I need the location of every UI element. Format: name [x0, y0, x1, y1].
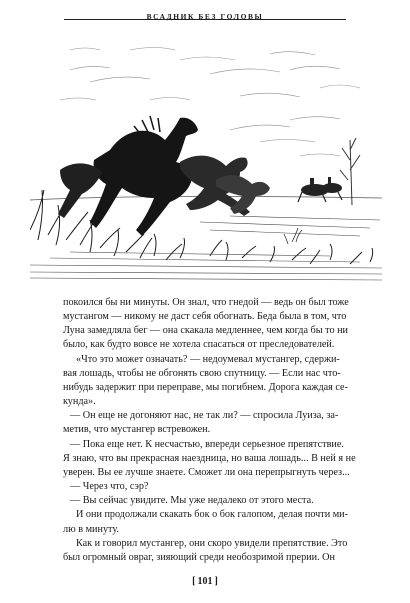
page-number: [190, 576, 220, 587]
text-line: Я знаю, что вы прекрасная наездница, но ваша лошадь... В ней я не: [63, 452, 356, 464]
text-line: было, как будто вовсе не хотела спасаться от преследователей.: [63, 339, 335, 351]
text-line: лю в минуту.: [63, 523, 119, 535]
running-header: [0, 6, 410, 24]
page-number-value: 101: [197, 576, 213, 587]
tree: [340, 138, 360, 205]
body-text: [63, 296, 387, 565]
text-line: — Вы сейчас увидите. Мы уже недалеко от этого места.: [70, 495, 314, 507]
text-line: уверен. Вы ее лучше знаете. Сможет ли она перепрыгнуть через...: [63, 466, 350, 478]
header-rule: [64, 19, 346, 20]
text-line: метив, что мустангер встревожен.: [63, 424, 211, 436]
running-title: ВСАДНИК БЕЗ ГОЛОВЫ: [146, 12, 264, 21]
text-line: кунда».: [63, 396, 96, 408]
bracket-right: ]: [214, 576, 218, 587]
text-line: вая лошадь, чтобы не обгонять свою спутницу. — Если нас что-: [63, 367, 341, 379]
text-line: — Пока еще нет. К несчастью, впереди серьезное препятствие.: [70, 438, 344, 450]
text-line: «Что это может означать? — недоумевал мустангер, сдержи-: [76, 353, 340, 365]
text-line: нибудь задержит при переправе, мы погибнем. Дорога каждая се-: [63, 381, 348, 393]
illustration-horses: [30, 30, 382, 288]
horse-group: [58, 116, 270, 236]
text-line: Как и говорил мустангер, они скоро увидели препятствие. Это: [76, 537, 348, 549]
text-line: мустангом — никому не даст себя обогнать. Беда была в том, что: [63, 311, 347, 323]
text-line: — Он еще не догоняют нас, не так ли? — спросила Луиза, за-: [70, 410, 339, 422]
distant-riders: [298, 177, 342, 202]
text-line: покоился бы ни минуты. Он знал, что гнедой — ведь он был тоже: [63, 297, 349, 308]
text-line: И они продолжали скакать бок о бок галопом, делая почти ми-: [76, 509, 349, 521]
small-plant: [284, 228, 302, 244]
text-line: — Через что, сэр?: [70, 481, 149, 493]
bracket-left: [: [192, 576, 196, 587]
page-footer: [0, 571, 410, 589]
ground-hatching: [30, 216, 382, 280]
sky-hatching: [60, 48, 360, 157]
text-line: был огромный овраг, зияющий среди необозримой прерии. Он: [63, 551, 335, 563]
text-line: Луна замедляла бег — она скакала медленнее, чем когда бы то ни: [63, 325, 348, 337]
